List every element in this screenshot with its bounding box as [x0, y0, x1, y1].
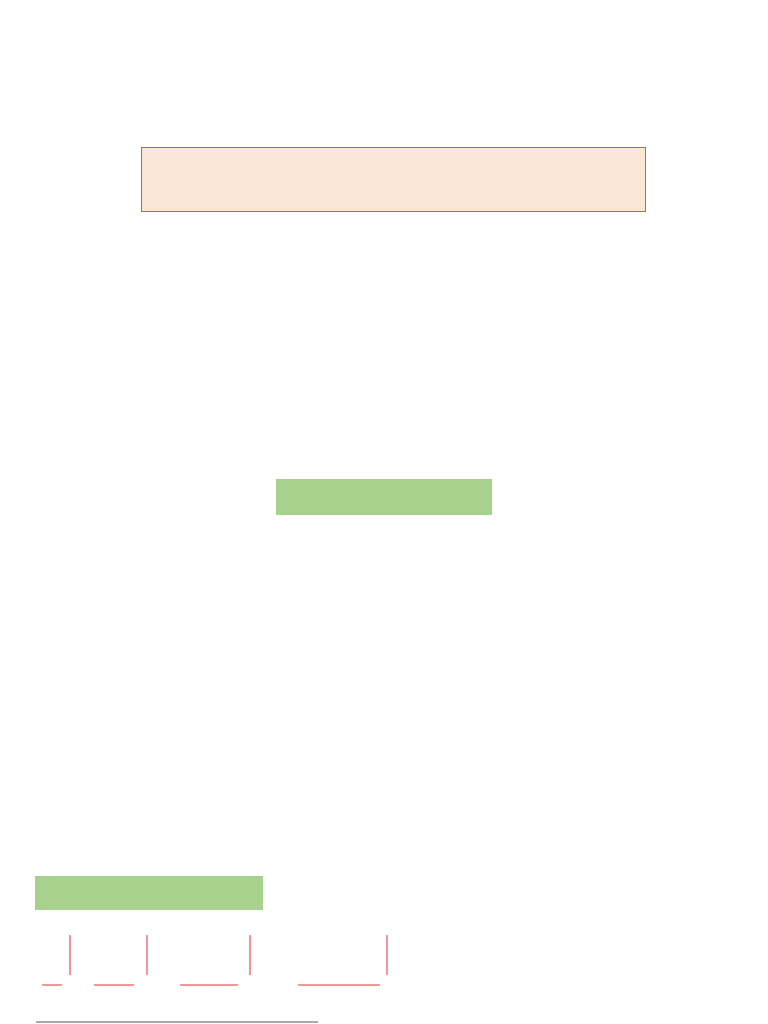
alternatif-heading: [35, 876, 263, 910]
red-markers: [42, 935, 387, 985]
